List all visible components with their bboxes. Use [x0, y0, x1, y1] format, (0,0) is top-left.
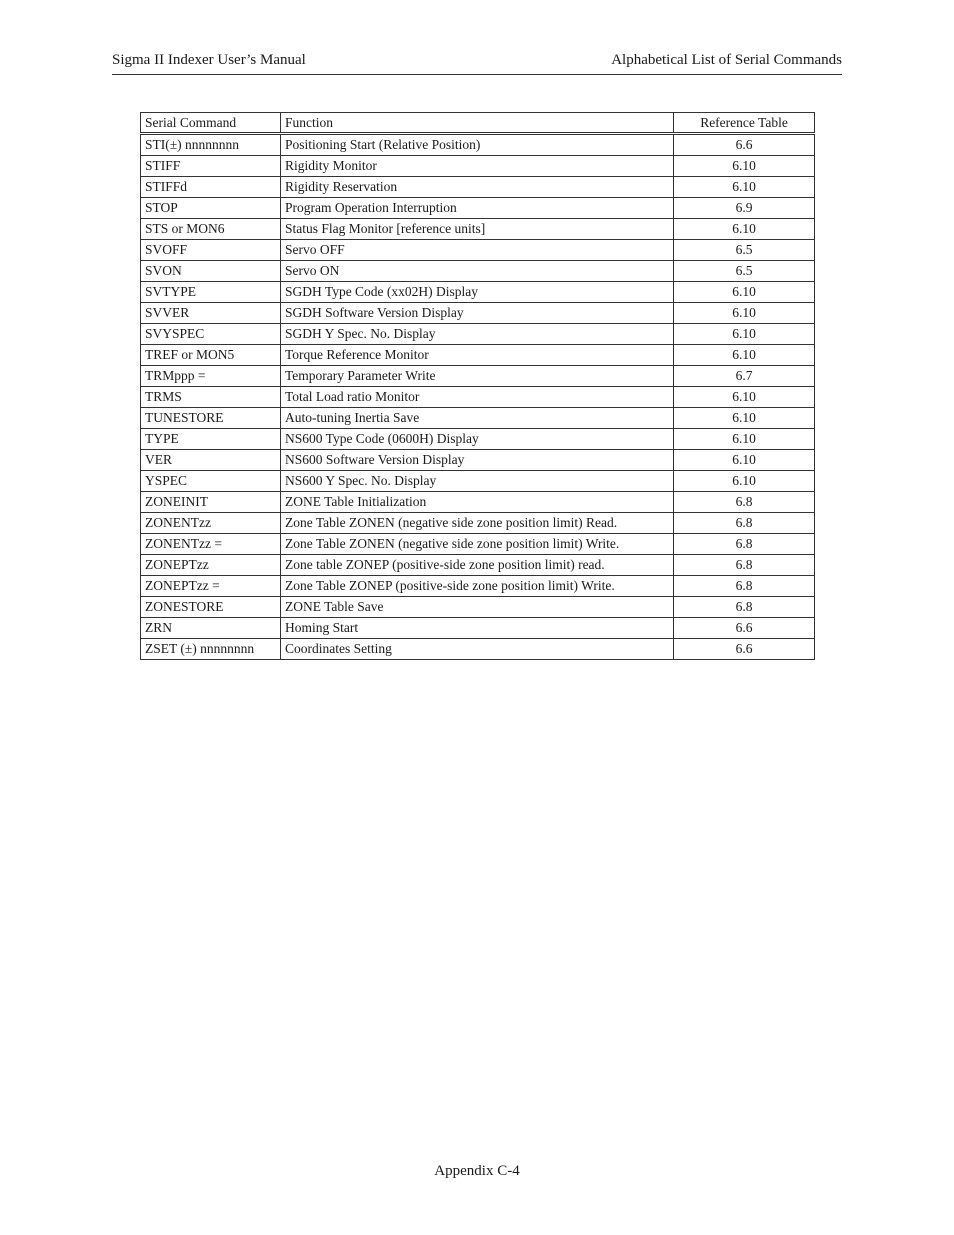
serial-command-cell: TRMS: [141, 387, 281, 408]
serial-command-cell: SVYSPEC: [141, 324, 281, 345]
serial-command-cell: ZONENTzz =: [141, 534, 281, 555]
table-row: [141, 282, 815, 303]
table-row: [141, 429, 815, 450]
table-row: [141, 555, 815, 576]
table-row: [141, 597, 815, 618]
table-row: [141, 240, 815, 261]
function-cell: Zone Table ZONEN (negative side zone position limit) Write.: [281, 534, 674, 555]
function-cell: NS600 Type Code (0600H) Display: [281, 429, 674, 450]
serial-command-cell: STIFF: [141, 156, 281, 177]
function-cell: SGDH Type Code (xx02H) Display: [281, 282, 674, 303]
function-cell: Zone Table ZONEP (positive-side zone position limit) Write.: [281, 576, 674, 597]
reference-table-cell: 6.8: [674, 576, 815, 597]
reference-table-cell: 6.8: [674, 513, 815, 534]
function-cell: ZONE Table Initialization: [281, 492, 674, 513]
reference-table-cell: 6.6: [674, 618, 815, 639]
page-footer: [0, 1163, 954, 1180]
reference-table-cell: 6.5: [674, 240, 815, 261]
reference-table-cell: 6.6: [674, 134, 815, 156]
manual-title: Sigma II Indexer User’s Manual: [112, 52, 306, 68]
serial-command-cell: YSPEC: [141, 471, 281, 492]
function-cell: Temporary Parameter Write: [281, 366, 674, 387]
table-row: [141, 261, 815, 282]
table-row: [141, 387, 815, 408]
function-cell: Rigidity Reservation: [281, 177, 674, 198]
function-cell: Servo OFF: [281, 240, 674, 261]
reference-table-cell: 6.8: [674, 492, 815, 513]
serial-command-cell: SVON: [141, 261, 281, 282]
reference-table-cell: 6.10: [674, 429, 815, 450]
table-row: [141, 219, 815, 240]
serial-command-cell: TUNESTORE: [141, 408, 281, 429]
serial-command-cell: ZONEINIT: [141, 492, 281, 513]
serial-command-cell: ZONEPTzz =: [141, 576, 281, 597]
table-row: [141, 492, 815, 513]
reference-table-cell: 6.8: [674, 597, 815, 618]
function-cell: Homing Start: [281, 618, 674, 639]
function-cell: Program Operation Interruption: [281, 198, 674, 219]
table-row: [141, 639, 815, 660]
serial-command-cell: ZRN: [141, 618, 281, 639]
serial-command-cell: ZONENTzz: [141, 513, 281, 534]
serial-command-cell: STIFFd: [141, 177, 281, 198]
table-row: [141, 198, 815, 219]
function-cell: Torque Reference Monitor: [281, 345, 674, 366]
function-cell: Total Load ratio Monitor: [281, 387, 674, 408]
serial-command-cell: SVVER: [141, 303, 281, 324]
table-row: [141, 618, 815, 639]
function-cell: ZONE Table Save: [281, 597, 674, 618]
reference-table-cell: 6.10: [674, 282, 815, 303]
section-title: Alphabetical List of Serial Commands: [611, 52, 842, 68]
serial-command-cell: ZONEPTzz: [141, 555, 281, 576]
column-header-reference-table: Reference Table: [674, 113, 815, 134]
function-cell: Positioning Start (Relative Position): [281, 134, 674, 156]
table-row: [141, 471, 815, 492]
serial-command-cell: TYPE: [141, 429, 281, 450]
reference-table-cell: 6.10: [674, 324, 815, 345]
reference-table-cell: 6.10: [674, 471, 815, 492]
table-row: [141, 576, 815, 597]
reference-table-cell: 6.10: [674, 345, 815, 366]
serial-command-cell: STOP: [141, 198, 281, 219]
table-row: [141, 324, 815, 345]
function-cell: NS600 Y Spec. No. Display: [281, 471, 674, 492]
reference-table-cell: 6.10: [674, 219, 815, 240]
table-row: [141, 534, 815, 555]
column-header-function: Function: [281, 113, 674, 134]
function-cell: Auto-tuning Inertia Save: [281, 408, 674, 429]
serial-command-cell: VER: [141, 450, 281, 471]
serial-command-cell: STI(±) nnnnnnnn: [141, 134, 281, 156]
page-header: [112, 50, 842, 75]
serial-command-cell: SVOFF: [141, 240, 281, 261]
reference-table-cell: 6.7: [674, 366, 815, 387]
function-cell: Status Flag Monitor [reference units]: [281, 219, 674, 240]
table-row: [141, 366, 815, 387]
function-cell: SGDH Software Version Display: [281, 303, 674, 324]
reference-table-cell: 6.10: [674, 387, 815, 408]
table-row: [141, 156, 815, 177]
serial-command-cell: SVTYPE: [141, 282, 281, 303]
serial-command-cell: ZONESTORE: [141, 597, 281, 618]
function-cell: NS600 Software Version Display: [281, 450, 674, 471]
reference-table-cell: 6.5: [674, 261, 815, 282]
table-header-row: [141, 113, 815, 134]
table-row: [141, 303, 815, 324]
reference-table-cell: 6.10: [674, 303, 815, 324]
reference-table-cell: 6.10: [674, 177, 815, 198]
function-cell: Zone Table ZONEN (negative side zone position limit) Read.: [281, 513, 674, 534]
table-row: [141, 513, 815, 534]
serial-command-cell: STS or MON6: [141, 219, 281, 240]
reference-table-cell: 6.10: [674, 156, 815, 177]
reference-table-cell: 6.8: [674, 555, 815, 576]
serial-command-cell: ZSET (±) nnnnnnnn: [141, 639, 281, 660]
serial-command-cell: TRMppp =: [141, 366, 281, 387]
column-header-serial-command: Serial Command: [141, 113, 281, 134]
reference-table-cell: 6.8: [674, 534, 815, 555]
table-body: [141, 134, 815, 660]
reference-table-cell: 6.10: [674, 408, 815, 429]
page-number: Appendix C-4: [434, 1163, 520, 1179]
reference-table-cell: 6.10: [674, 450, 815, 471]
reference-table-cell: 6.9: [674, 198, 815, 219]
function-cell: Servo ON: [281, 261, 674, 282]
function-cell: Zone table ZONEP (positive-side zone position limit) read.: [281, 555, 674, 576]
table-row: [141, 134, 815, 156]
function-cell: Rigidity Monitor: [281, 156, 674, 177]
table-row: [141, 408, 815, 429]
table-row: [141, 177, 815, 198]
function-cell: Coordinates Setting: [281, 639, 674, 660]
table-row: [141, 450, 815, 471]
reference-table-cell: 6.6: [674, 639, 815, 660]
serial-commands-table: [140, 112, 815, 660]
serial-command-cell: TREF or MON5: [141, 345, 281, 366]
function-cell: SGDH Y Spec. No. Display: [281, 324, 674, 345]
table-row: [141, 345, 815, 366]
